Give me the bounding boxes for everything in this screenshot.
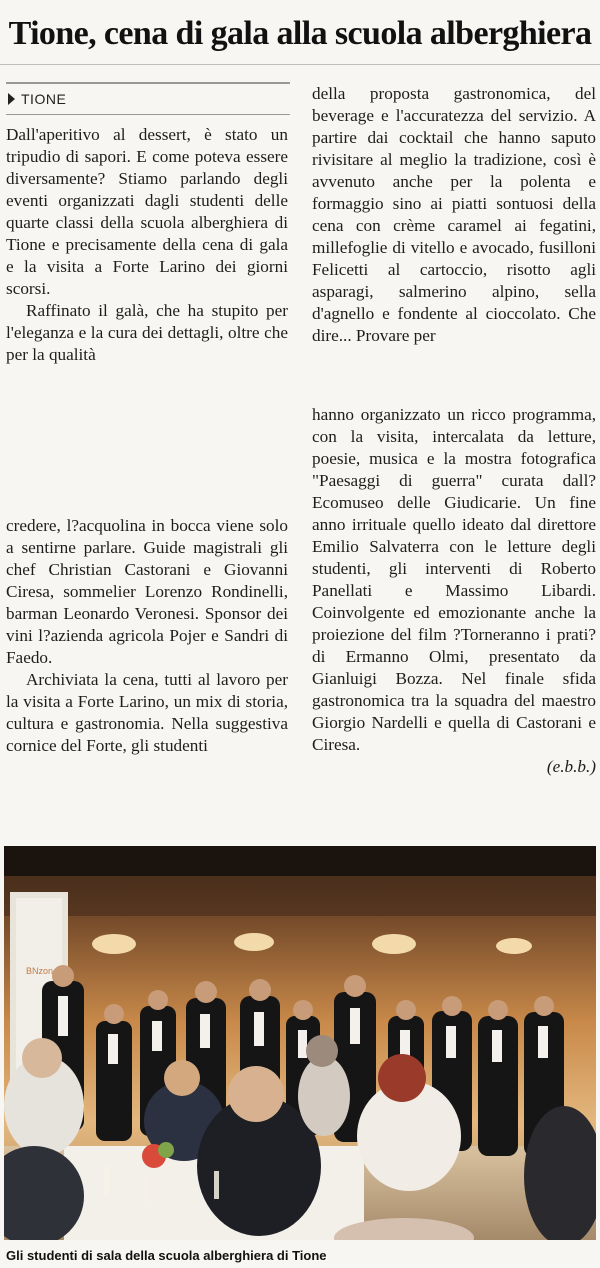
column-2-top [312, 83, 596, 347]
photo-sign-text: BNzon [26, 966, 54, 976]
kicker-label: TIONE [21, 91, 67, 107]
paragraph: Raffinato il galà, che ha stupito per l'eleganza e la cura dei dettagli, oltre che per la qualità [6, 301, 288, 364]
paragraph: hanno organizzato un ricco programma, con la visita, intercalata da letture, poesie, musica e la mostra fotografica "Paesaggi di guerra" curata dall? Ecomuseo delle Giudicarie. Un fine anno irrituale quello ideato dal direttore Emilio Salvaterra con le letture degli studenti, gli interventi di Roberto Panellati e Massimo Libardi. Coinvolgente ed emozionante anche la proiezione del film ?Torneranno i prati? di Ermanno Olmi, presentato da Gianluigi Bozza. Nel finale sfida gastronomica tra la squadra del maestro Giorgio Nardelli e quella di Castorani e Ciresa. [312, 405, 596, 754]
column-2-bottom [312, 404, 596, 778]
column-1-top [6, 124, 288, 366]
author-signature: (e.b.b.) [546, 757, 596, 776]
photo-illustration [4, 846, 596, 1240]
photo-caption: Gli studenti di sala della scuola alberghiera di Tione [6, 1248, 327, 1263]
paragraph: credere, l?acquolina in bocca viene solo a sentirne parlare. Guide magistrali gli chef Christian Castorani e Giovanni Ciresa, sommelier Lorenzo Rondinelli, barman Leonardo Veronesi. Sponsor dei vini l?azienda agricola Pojer e Sandri di Faedo. [6, 516, 288, 667]
paragraph: della proposta gastronomica, del beverage e l'accuratezza del servizio. A partire dai cocktail che hanno saputo rivisitare al meglio la tradizione, così è avvenuto anche per la polenta e formaggio sino ai piatti sontuosi della cena con crème caramel ai fegatini, millefoglie di vitello e avocado, fusilloni Felicetti al cartoccio, risotto agli asparagi, salmerino alpino, sella d'agnello e fondente al cioccolato. Che dire... Provare per [312, 84, 596, 345]
paragraph: Dall'aperitivo al dessert, è stato un tripudio di sapori. E come poteva essere diversamente? Stiamo parlando degli eventi organizzati dagli studenti delle quarte classi della scuola alberghiera di Tione e precisamente della cena di gala e la visita a Forte Larino dei giorni scorsi. [6, 125, 288, 298]
article-headline: Tione, cena di gala alla scuola alberghiera [0, 6, 600, 65]
kicker-marker-icon [8, 93, 15, 105]
paragraph: Archiviata la cena, tutti al lavoro per la visita a Forte Larino, un mix di storia, cultura e gastronomia. Nella suggestiva cornice del Forte, gli studenti [6, 670, 288, 755]
article-photo [4, 846, 596, 1240]
column-1-bottom [6, 515, 288, 757]
section-kicker [6, 82, 290, 115]
